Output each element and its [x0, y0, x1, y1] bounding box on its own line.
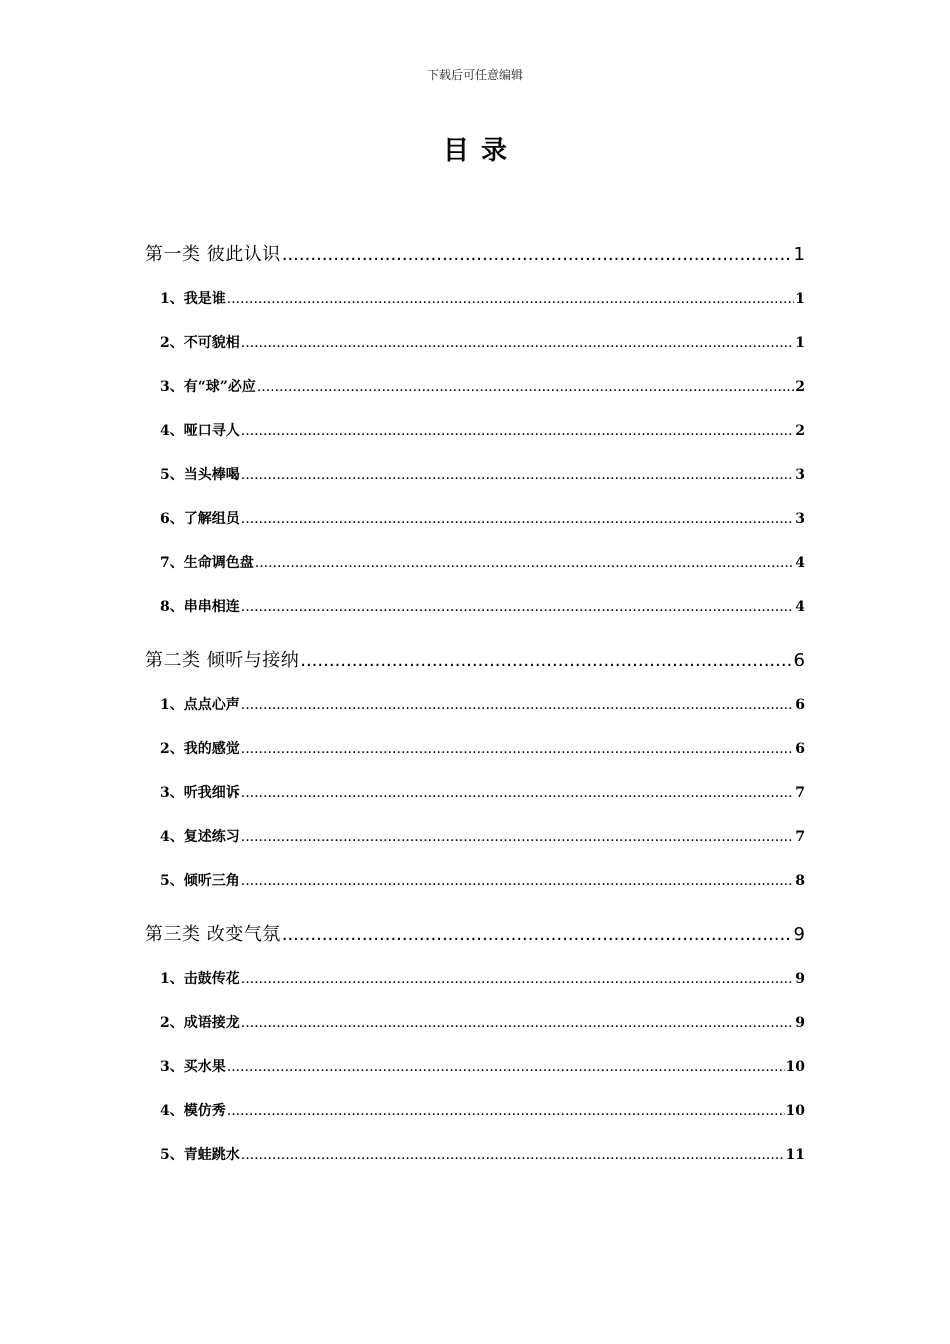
- toc-item[interactable]: [160, 332, 805, 354]
- dot-leader: [282, 242, 793, 268]
- toc-page-number: 2: [795, 379, 805, 395]
- toc-page-number: 4: [795, 599, 805, 615]
- toc-section-label: 第三类 改变气氛: [145, 924, 281, 945]
- dot-leader: [255, 552, 795, 574]
- toc-item-label: 3、听我细诉: [160, 785, 240, 801]
- dot-leader: [241, 738, 795, 760]
- toc-item-label: 2、我的感觉: [160, 741, 240, 757]
- header-note: 下载后可任意编辑: [426, 68, 523, 82]
- toc-page-number: 11: [785, 1147, 805, 1163]
- dot-leader: [241, 826, 795, 848]
- toc-item-label: 4、复述练习: [160, 829, 240, 845]
- dot-leader: [241, 1012, 795, 1034]
- toc-page-number: 3: [795, 467, 805, 483]
- toc-item[interactable]: [160, 1100, 805, 1122]
- toc-page-number: 8: [795, 873, 805, 889]
- toc-page-number: 10: [785, 1103, 805, 1119]
- dot-leader: [241, 870, 795, 892]
- toc-section-label: 第二类 倾听与接纳: [145, 650, 300, 671]
- toc-item[interactable]: [160, 508, 805, 530]
- toc-item-label: 7、生命调色盘: [160, 555, 254, 571]
- toc-title: 目录: [442, 136, 519, 166]
- toc-item[interactable]: [160, 464, 805, 486]
- toc-section-label: 第一类 彼此认识: [145, 244, 281, 265]
- toc-page-number: 6: [793, 650, 805, 671]
- toc-section-3[interactable]: [145, 922, 805, 948]
- toc-item-label: 3、有“球”必应: [160, 379, 256, 395]
- toc-item[interactable]: [160, 782, 805, 804]
- toc-item[interactable]: [160, 552, 805, 574]
- dot-leader: [241, 420, 795, 442]
- toc-page-number: 9: [795, 971, 805, 987]
- toc-item-label: 1、我是谁: [160, 291, 226, 307]
- toc-section-1[interactable]: [145, 242, 805, 268]
- dot-leader: [300, 648, 792, 674]
- toc-page-number: 7: [795, 829, 805, 845]
- dot-leader: [257, 376, 794, 398]
- dot-leader: [227, 1100, 785, 1122]
- toc-item-label: 3、买水果: [160, 1059, 226, 1075]
- dot-leader: [241, 968, 795, 990]
- toc-section-2[interactable]: [145, 648, 805, 674]
- dot-leader: [241, 596, 795, 618]
- toc-item[interactable]: [160, 596, 805, 618]
- toc-item-label: 1、点点心声: [160, 697, 240, 713]
- toc-item[interactable]: [160, 968, 805, 990]
- dot-leader: [241, 782, 795, 804]
- toc-item[interactable]: [160, 1056, 805, 1078]
- toc-page-number: 3: [795, 511, 805, 527]
- toc-page-number: 10: [785, 1059, 805, 1075]
- toc-item[interactable]: [160, 738, 805, 760]
- toc-page-number: 7: [795, 785, 805, 801]
- toc-page-number: 6: [795, 697, 805, 713]
- toc-page-number: 9: [795, 1015, 805, 1031]
- toc-page-number: 1: [795, 291, 805, 307]
- dot-leader: [241, 694, 795, 716]
- toc-item[interactable]: [160, 1144, 805, 1166]
- toc-item-label: 6、了解组员: [160, 511, 240, 527]
- toc-item[interactable]: [160, 288, 805, 310]
- toc-item-label: 1、击鼓传花: [160, 971, 240, 987]
- dot-leader: [241, 508, 795, 530]
- toc-item-label: 4、哑口寻人: [160, 423, 240, 439]
- toc-item[interactable]: [160, 420, 805, 442]
- toc-item-label: 2、成语接龙: [160, 1015, 240, 1031]
- toc-page-number: 2: [795, 423, 805, 439]
- toc-page-number: 6: [795, 741, 805, 757]
- toc-page-number: 4: [795, 555, 805, 571]
- toc-item[interactable]: [160, 826, 805, 848]
- toc-item[interactable]: [160, 870, 805, 892]
- toc-item-label: 5、倾听三角: [160, 873, 240, 889]
- toc-item-label: 2、不可貌相: [160, 335, 240, 351]
- toc-item[interactable]: [160, 376, 805, 398]
- toc-item-label: 5、当头棒喝: [160, 467, 240, 483]
- dot-leader: [241, 1144, 785, 1166]
- toc-page-number: 1: [793, 244, 805, 265]
- toc-item[interactable]: [160, 1012, 805, 1034]
- toc-item[interactable]: [160, 694, 805, 716]
- dot-leader: [227, 1056, 785, 1078]
- dot-leader: [282, 922, 793, 948]
- toc-item-label: 4、模仿秀: [160, 1103, 226, 1119]
- toc-item-label: 5、青蛙跳水: [160, 1147, 240, 1163]
- toc-page-number: 1: [795, 335, 805, 351]
- toc-page-number: 9: [793, 924, 805, 945]
- dot-leader: [241, 332, 795, 354]
- dot-leader: [241, 464, 795, 486]
- dot-leader: [227, 288, 795, 310]
- toc-item-label: 8、串串相连: [160, 599, 240, 615]
